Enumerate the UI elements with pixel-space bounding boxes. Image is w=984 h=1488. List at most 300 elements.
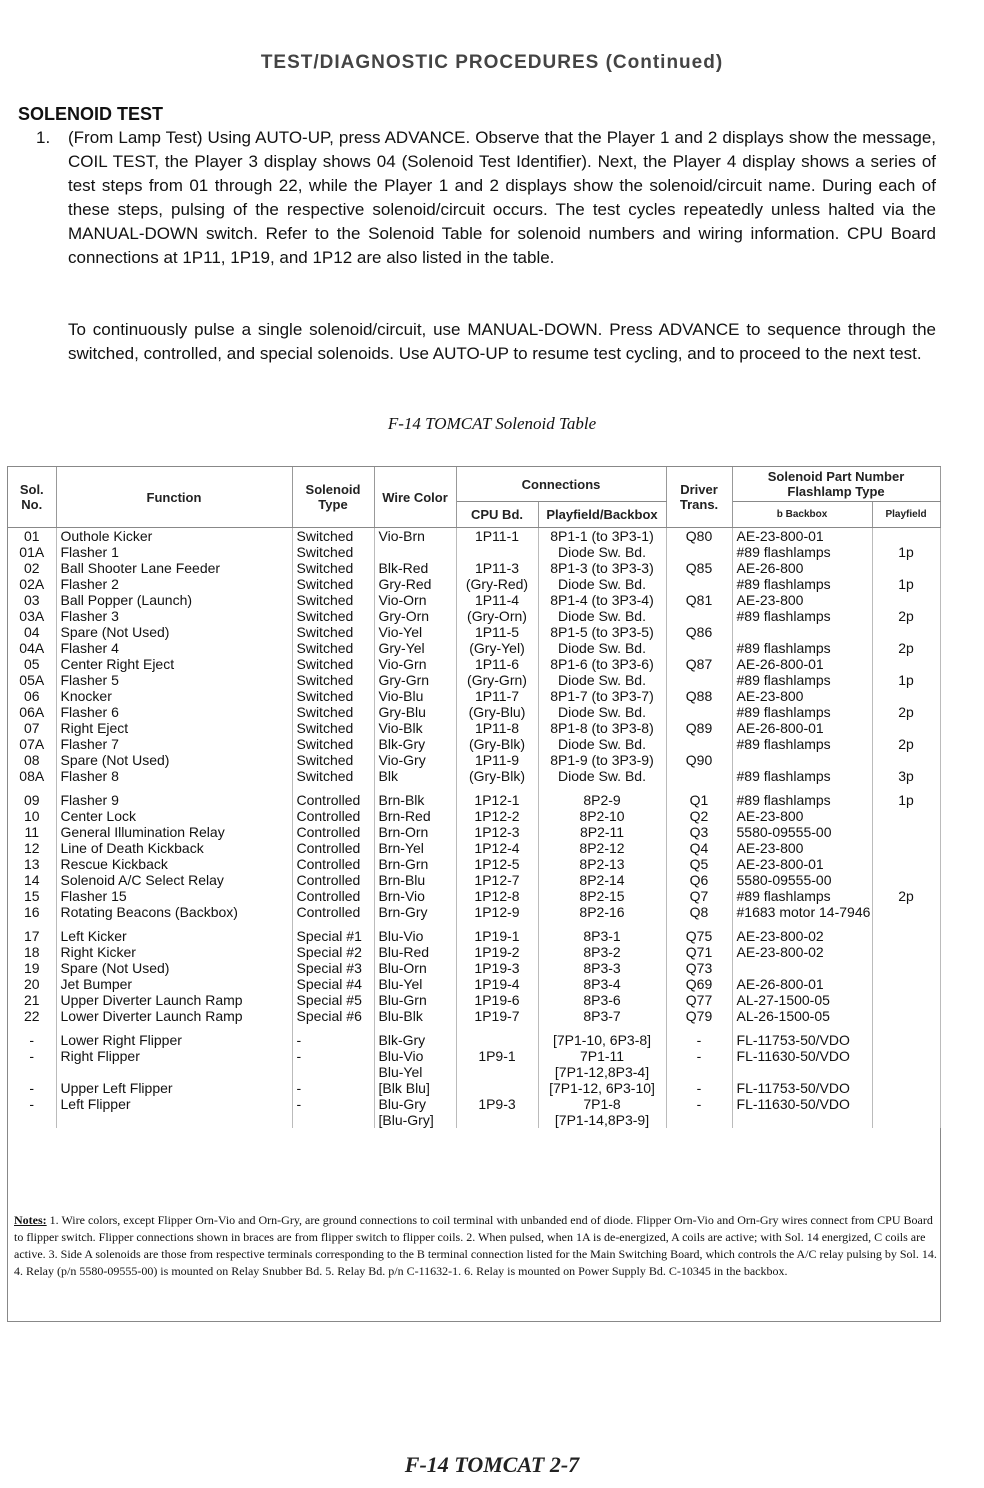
table-cell-wire: [Blu-Gry] bbox=[374, 1112, 456, 1128]
table-cell-cpu: 1P11-1 bbox=[456, 528, 538, 545]
table-cell-no: 07 bbox=[8, 720, 56, 736]
table-cell-wire: Brn-Vio bbox=[374, 888, 456, 904]
table-cell-no: 10 bbox=[8, 808, 56, 824]
table-cell-part bbox=[732, 1064, 872, 1080]
table-cell-fl bbox=[872, 976, 940, 992]
table-cell-drv: - bbox=[666, 1096, 732, 1112]
table-cell-wire: Blu-Orn bbox=[374, 960, 456, 976]
table-cell-cpu: 1P19-3 bbox=[456, 960, 538, 976]
table-cell bbox=[666, 1024, 732, 1032]
table-cell-fn: Center Lock bbox=[56, 808, 292, 824]
table-row bbox=[8, 976, 940, 992]
table-cell-wire bbox=[374, 544, 456, 560]
table-cell-drv: Q80 bbox=[666, 528, 732, 545]
table-cell-pf: 8P2-16 bbox=[538, 904, 666, 920]
table-cell-pf: 8P1-3 (to 3P3-3) bbox=[538, 560, 666, 576]
table-cell bbox=[56, 1024, 292, 1032]
table-row bbox=[8, 872, 940, 888]
table-cell-pf: 8P3-1 bbox=[538, 928, 666, 944]
table-cell-type: Special #3 bbox=[292, 960, 374, 976]
col-header-backbox: b Backbox bbox=[732, 502, 872, 528]
table-cell bbox=[732, 1024, 872, 1032]
table-cell-fn bbox=[56, 1112, 292, 1128]
table-row-spacer bbox=[8, 920, 940, 928]
table-cell-fl bbox=[872, 528, 940, 545]
table-cell-no: - bbox=[8, 1096, 56, 1112]
table-cell-wire: Brn-Blk bbox=[374, 792, 456, 808]
table-cell-type: Switched bbox=[292, 736, 374, 752]
table-row bbox=[8, 768, 940, 784]
table-cell-drv bbox=[666, 704, 732, 720]
page-footer: F-14 TOMCAT 2-7 bbox=[404, 1452, 580, 1477]
table-cell-type: Switched bbox=[292, 592, 374, 608]
table-cell-drv: Q85 bbox=[666, 560, 732, 576]
table-cell-part: AE-23-800 bbox=[732, 688, 872, 704]
table-row bbox=[8, 608, 940, 624]
table-cell-no: 15 bbox=[8, 888, 56, 904]
table-cell-fn: Center Right Eject bbox=[56, 656, 292, 672]
table-cell-no: 16 bbox=[8, 904, 56, 920]
table-row bbox=[8, 904, 940, 920]
table-cell-no: 18 bbox=[8, 944, 56, 960]
table-row bbox=[8, 592, 940, 608]
table-cell-wire: Blu-Yel bbox=[374, 976, 456, 992]
table-row bbox=[8, 928, 940, 944]
table-cell-pf: Diode Sw. Bd. bbox=[538, 736, 666, 752]
table-cell-cpu: 1P11-3 bbox=[456, 560, 538, 576]
table-cell-no bbox=[8, 1112, 56, 1128]
table-cell bbox=[538, 1024, 666, 1032]
table-cell-wire: Vio-Blk bbox=[374, 720, 456, 736]
table-cell-no: 11 bbox=[8, 824, 56, 840]
table-row bbox=[8, 640, 940, 656]
table-cell bbox=[56, 784, 292, 792]
table-cell-fn: General Illumination Relay bbox=[56, 824, 292, 840]
table-cell-pf: 8P3-3 bbox=[538, 960, 666, 976]
table-cell-type: Controlled bbox=[292, 888, 374, 904]
table-row bbox=[8, 656, 940, 672]
table-cell-pf: 8P2-15 bbox=[538, 888, 666, 904]
table-cell-type: Special #6 bbox=[292, 1008, 374, 1024]
table-cell-type: Controlled bbox=[292, 840, 374, 856]
table-cell-part: AL-26-1500-05 bbox=[732, 1008, 872, 1024]
table-row bbox=[8, 792, 940, 808]
table-cell-no: 17 bbox=[8, 928, 56, 944]
table-cell-fl: 1p bbox=[872, 792, 940, 808]
table-cell-pf: [7P1-10, 6P3-8] bbox=[538, 1032, 666, 1048]
table-cell-type: Controlled bbox=[292, 824, 374, 840]
table-cell-type: Switched bbox=[292, 608, 374, 624]
table-cell-fl bbox=[872, 1112, 940, 1128]
table-cell-cpu bbox=[456, 1080, 538, 1096]
table-cell-type: Special #2 bbox=[292, 944, 374, 960]
table-row bbox=[8, 888, 940, 904]
table-row bbox=[8, 720, 940, 736]
table-cell-fl bbox=[872, 656, 940, 672]
table-cell-no: 09 bbox=[8, 792, 56, 808]
table-cell-fn: Flasher 4 bbox=[56, 640, 292, 656]
table-cell-wire: Blu-Gry bbox=[374, 1096, 456, 1112]
table-cell-no: 02A bbox=[8, 576, 56, 592]
table-cell-cpu: 1P19-2 bbox=[456, 944, 538, 960]
table-cell-drv: Q5 bbox=[666, 856, 732, 872]
table-cell-wire: Gry-Yel bbox=[374, 640, 456, 656]
table-row bbox=[8, 808, 940, 824]
table-cell-fl: 2p bbox=[872, 640, 940, 656]
table-cell-fn: Right Kicker bbox=[56, 944, 292, 960]
table-cell bbox=[374, 784, 456, 792]
table-cell-no: - bbox=[8, 1048, 56, 1064]
instruction-paragraph-1 bbox=[36, 126, 936, 270]
table-cell-wire: Brn-Yel bbox=[374, 840, 456, 856]
table-cell-part: #89 flashlamps bbox=[732, 792, 872, 808]
table-cell-part: AE-26-800 bbox=[732, 560, 872, 576]
table-row bbox=[8, 704, 940, 720]
table-cell-wire: Vio-Blu bbox=[374, 688, 456, 704]
col-header-part-flash bbox=[732, 467, 940, 502]
table-cell-wire: Gry-Blu bbox=[374, 704, 456, 720]
table-cell-cpu: 1P12-7 bbox=[456, 872, 538, 888]
table-cell-drv: Q8 bbox=[666, 904, 732, 920]
table-cell-fl bbox=[872, 720, 940, 736]
table-cell-pf: 8P2-9 bbox=[538, 792, 666, 808]
table-cell-fn: Spare (Not Used) bbox=[56, 960, 292, 976]
col-header-type: Solenoid Type bbox=[292, 467, 374, 528]
table-cell-pf: 8P2-10 bbox=[538, 808, 666, 824]
table-cell-wire: Blk-Red bbox=[374, 560, 456, 576]
table-cell-part: #1683 motor 14-7946 bbox=[732, 904, 872, 920]
table-cell-pf: Diode Sw. Bd. bbox=[538, 672, 666, 688]
table-cell-no bbox=[8, 1064, 56, 1080]
table-cell-fn: Outhole Kicker bbox=[56, 528, 292, 545]
table-cell-drv: Q89 bbox=[666, 720, 732, 736]
solenoid-table bbox=[8, 467, 941, 1128]
table-cell-fl bbox=[872, 1064, 940, 1080]
table-cell-pf: 8P1-9 (to 3P3-9) bbox=[538, 752, 666, 768]
table-cell-fn: Rotating Beacons (Backbox) bbox=[56, 904, 292, 920]
table-cell-type: Switched bbox=[292, 688, 374, 704]
table-cell-part: #89 flashlamps bbox=[732, 736, 872, 752]
table-cell-no: - bbox=[8, 1080, 56, 1096]
table-cell-pf: 8P1-5 (to 3P3-5) bbox=[538, 624, 666, 640]
notes-text: 1. Wire colors, except Flipper Orn-Vio and Orn-Gry, are ground connections to coil terminal with unbanded end of diode. Flipper Orn-Vio and Orn-Gry wires connect from CPU Board to flipper switch. Flipper connections shown in braces are from flipper switch to flipper coils. 2. When pulsed, when 1A is de-energized, A coils are active; with Sol. 14 energized, C coils are active. 3. Side A solenoids are those from respective terminals corresponding to the B terminal connection listed for the Main Switching Board, which controls the A/C relay pulsing by Sol. 14. 4. Relay (p/n 5580-09555-00) is mounted on Relay Snubber Bd. 5. Relay Bd. p/n C-11632-1. 6. Relay is mounted on Power Supply Bd. C-10345 in the backbox. bbox=[14, 1213, 937, 1278]
table-cell-wire: Blu-Grn bbox=[374, 992, 456, 1008]
table-cell-type: Switched bbox=[292, 560, 374, 576]
table-cell-type: Switched bbox=[292, 720, 374, 736]
table-cell-type: Special #5 bbox=[292, 992, 374, 1008]
table-cell-fn: Flasher 7 bbox=[56, 736, 292, 752]
table-row bbox=[8, 1032, 940, 1048]
notes-label: Notes: bbox=[14, 1213, 47, 1227]
table-cell-wire: Brn-Blu bbox=[374, 872, 456, 888]
table-cell bbox=[538, 784, 666, 792]
table-cell-no: 06 bbox=[8, 688, 56, 704]
table-cell-pf: Diode Sw. Bd. bbox=[538, 704, 666, 720]
table-cell-pf: Diode Sw. Bd. bbox=[538, 768, 666, 784]
table-row bbox=[8, 856, 940, 872]
table-cell-drv: Q1 bbox=[666, 792, 732, 808]
table-cell-fl bbox=[872, 944, 940, 960]
table-cell-pf: Diode Sw. Bd. bbox=[538, 576, 666, 592]
table-cell-cpu: 1P11-9 bbox=[456, 752, 538, 768]
col-header-cpu: CPU Bd. bbox=[456, 502, 538, 528]
table-cell-fl bbox=[872, 688, 940, 704]
table-cell-drv: Q4 bbox=[666, 840, 732, 856]
table-cell-pf: 8P2-14 bbox=[538, 872, 666, 888]
table-cell bbox=[538, 920, 666, 928]
table-cell-drv: Q6 bbox=[666, 872, 732, 888]
table-cell-no: 06A bbox=[8, 704, 56, 720]
table-row bbox=[8, 528, 940, 545]
table-cell-fl bbox=[872, 840, 940, 856]
table-cell-drv: Q77 bbox=[666, 992, 732, 1008]
table-cell-cpu: 1P12-2 bbox=[456, 808, 538, 824]
table-row bbox=[8, 944, 940, 960]
table-cell-part: AE-23-800 bbox=[732, 592, 872, 608]
table-cell-drv: Q7 bbox=[666, 888, 732, 904]
table-cell-fn: Upper Diverter Launch Ramp bbox=[56, 992, 292, 1008]
table-cell-pf: [7P1-14,8P3-9] bbox=[538, 1112, 666, 1128]
table-cell-fn: Lower Diverter Launch Ramp bbox=[56, 1008, 292, 1024]
table-cell bbox=[456, 784, 538, 792]
table-cell-fl bbox=[872, 992, 940, 1008]
table-cell-fn: Flasher 6 bbox=[56, 704, 292, 720]
table-cell-cpu: 1P19-6 bbox=[456, 992, 538, 1008]
table-row bbox=[8, 736, 940, 752]
table-cell-pf: 8P1-1 (to 3P3-1) bbox=[538, 528, 666, 545]
table-cell-pf: 8P3-7 bbox=[538, 1008, 666, 1024]
table-cell-cpu: 1P9-3 bbox=[456, 1096, 538, 1112]
table-cell-wire: Vio-Orn bbox=[374, 592, 456, 608]
table-cell-wire: Gry-Orn bbox=[374, 608, 456, 624]
table-cell-cpu: 1P12-1 bbox=[456, 792, 538, 808]
table-cell-type: Controlled bbox=[292, 872, 374, 888]
table-cell-fn: Flasher 15 bbox=[56, 888, 292, 904]
table-cell-drv bbox=[666, 1112, 732, 1128]
table-cell-fn: Flasher 1 bbox=[56, 544, 292, 560]
table-cell-no: 05 bbox=[8, 656, 56, 672]
table-cell-no: - bbox=[8, 1032, 56, 1048]
table-cell-wire: Brn-Grn bbox=[374, 856, 456, 872]
table-cell-pf: 8P1-7 (to 3P3-7) bbox=[538, 688, 666, 704]
table-cell-fn: Spare (Not Used) bbox=[56, 752, 292, 768]
table-cell bbox=[8, 920, 56, 928]
table-cell-fn: Rescue Kickback bbox=[56, 856, 292, 872]
table-cell-cpu: (Gry-Blk) bbox=[456, 736, 538, 752]
table-row bbox=[8, 840, 940, 856]
table-cell-wire: [Blk Blu] bbox=[374, 1080, 456, 1096]
table-cell-part: AE-23-800-02 bbox=[732, 928, 872, 944]
table-row bbox=[8, 752, 940, 768]
table-cell-fn: Solenoid A/C Select Relay bbox=[56, 872, 292, 888]
table-cell-wire: Brn-Orn bbox=[374, 824, 456, 840]
table-cell-cpu: 1P11-5 bbox=[456, 624, 538, 640]
table-cell-part: #89 flashlamps bbox=[732, 544, 872, 560]
table-cell-cpu bbox=[456, 544, 538, 560]
table-cell-cpu: 1P11-4 bbox=[456, 592, 538, 608]
table-cell-fl: 2p bbox=[872, 888, 940, 904]
table-cell-pf: [7P1-12, 6P3-10] bbox=[538, 1080, 666, 1096]
table-cell-part bbox=[732, 1112, 872, 1128]
table-cell-part: #89 flashlamps bbox=[732, 672, 872, 688]
table-cell bbox=[872, 784, 940, 792]
table-cell-type: Switched bbox=[292, 528, 374, 545]
table-notes bbox=[14, 1212, 942, 1280]
table-cell-type: Switched bbox=[292, 656, 374, 672]
table-cell-wire: Gry-Grn bbox=[374, 672, 456, 688]
table-cell-no: 08 bbox=[8, 752, 56, 768]
table-cell-no: 20 bbox=[8, 976, 56, 992]
table-cell-fl bbox=[872, 1048, 940, 1064]
table-cell-pf: 8P3-4 bbox=[538, 976, 666, 992]
table-cell-fl bbox=[872, 1096, 940, 1112]
table-cell-type bbox=[292, 1064, 374, 1080]
table-cell-fl: 1p bbox=[872, 544, 940, 560]
table-cell bbox=[732, 784, 872, 792]
table-cell-part: AE-26-800-01 bbox=[732, 656, 872, 672]
table-cell-pf: 7P1-11 bbox=[538, 1048, 666, 1064]
table-cell-fl bbox=[872, 928, 940, 944]
table-cell-part: FL-11753-50/VDO bbox=[732, 1032, 872, 1048]
table-cell-drv: Q2 bbox=[666, 808, 732, 824]
table-cell-cpu: (Gry-Yel) bbox=[456, 640, 538, 656]
table-cell-fn: Flasher 8 bbox=[56, 768, 292, 784]
table-cell-type: Switched bbox=[292, 672, 374, 688]
table-cell bbox=[8, 784, 56, 792]
col-header-wire: Wire Color bbox=[374, 467, 456, 528]
table-cell-wire: Blu-Yel bbox=[374, 1064, 456, 1080]
solenoid-table-body bbox=[8, 528, 940, 1129]
table-cell-fn: Flasher 9 bbox=[56, 792, 292, 808]
table-cell bbox=[872, 920, 940, 928]
table-cell-part: #89 flashlamps bbox=[732, 888, 872, 904]
table-cell-drv: Q71 bbox=[666, 944, 732, 960]
table-cell-wire: Brn-Gry bbox=[374, 904, 456, 920]
table-cell-fl: 2p bbox=[872, 704, 940, 720]
table-cell-fl bbox=[872, 1080, 940, 1096]
table-cell-drv: - bbox=[666, 1032, 732, 1048]
table-cell-no: 22 bbox=[8, 1008, 56, 1024]
table-cell-drv bbox=[666, 1064, 732, 1080]
table-row bbox=[8, 672, 940, 688]
table-cell-fn: Ball Popper (Launch) bbox=[56, 592, 292, 608]
table-cell-pf: 8P2-11 bbox=[538, 824, 666, 840]
table-cell-type: Switched bbox=[292, 544, 374, 560]
table-row bbox=[8, 960, 940, 976]
solenoid-table-frame bbox=[7, 466, 941, 1322]
table-cell-cpu: 1P11-7 bbox=[456, 688, 538, 704]
table-cell-cpu: 1P11-8 bbox=[456, 720, 538, 736]
table-row bbox=[8, 544, 940, 560]
table-cell-fl bbox=[872, 560, 940, 576]
table-cell-drv: - bbox=[666, 1080, 732, 1096]
table-cell-pf: 8P1-8 (to 3P3-8) bbox=[538, 720, 666, 736]
table-cell-cpu: 1P12-8 bbox=[456, 888, 538, 904]
table-cell-drv: Q69 bbox=[666, 976, 732, 992]
table-cell-cpu: 1P12-9 bbox=[456, 904, 538, 920]
table-cell-part: 5580-09555-00 bbox=[732, 872, 872, 888]
col-header-playfield: Playfield bbox=[872, 502, 940, 528]
table-cell-type: Switched bbox=[292, 752, 374, 768]
table-cell-fl: 2p bbox=[872, 608, 940, 624]
table-cell-drv bbox=[666, 544, 732, 560]
table-cell-pf: [7P1-12,8P3-4] bbox=[538, 1064, 666, 1080]
table-cell-part: #89 flashlamps bbox=[732, 704, 872, 720]
table-cell-pf: 8P2-13 bbox=[538, 856, 666, 872]
table-cell-fl bbox=[872, 1008, 940, 1024]
table-cell-part: AL-27-1500-05 bbox=[732, 992, 872, 1008]
col-header-playfield-backbox: Playfield/Backbox bbox=[538, 502, 666, 528]
table-cell-no: 03A bbox=[8, 608, 56, 624]
table-cell-fl bbox=[872, 960, 940, 976]
table-cell-part: AE-26-800-01 bbox=[732, 976, 872, 992]
table-cell-fl: 1p bbox=[872, 672, 940, 688]
table-cell bbox=[374, 1024, 456, 1032]
col-header-connections: Connections bbox=[456, 467, 666, 502]
col-header-part: Solenoid Part Number bbox=[767, 469, 905, 484]
table-cell-fn: Ball Shooter Lane Feeder bbox=[56, 560, 292, 576]
table-cell bbox=[292, 920, 374, 928]
table-cell-cpu bbox=[456, 1032, 538, 1048]
table-cell-no: 12 bbox=[8, 840, 56, 856]
table-cell-cpu: (Gry-Orn) bbox=[456, 608, 538, 624]
table-cell-fl bbox=[872, 824, 940, 840]
table-cell-fn: Left Flipper bbox=[56, 1096, 292, 1112]
table-cell-wire: Blk bbox=[374, 768, 456, 784]
table-cell-drv bbox=[666, 640, 732, 656]
table-cell-fl: 2p bbox=[872, 736, 940, 752]
table-cell-fn: Upper Left Flipper bbox=[56, 1080, 292, 1096]
col-header-function: Function bbox=[56, 467, 292, 528]
table-cell-type bbox=[292, 1112, 374, 1128]
table-cell bbox=[456, 920, 538, 928]
table-cell-fl bbox=[872, 872, 940, 888]
table-cell-type: Switched bbox=[292, 576, 374, 592]
table-cell-drv: Q3 bbox=[666, 824, 732, 840]
table-row bbox=[8, 576, 940, 592]
table-cell-drv bbox=[666, 736, 732, 752]
table-row bbox=[8, 1080, 940, 1096]
table-cell-no: 07A bbox=[8, 736, 56, 752]
table-cell-wire: Blu-Vio bbox=[374, 1048, 456, 1064]
table-cell-type: Special #1 bbox=[292, 928, 374, 944]
table-cell-part bbox=[732, 752, 872, 768]
table-cell-fn bbox=[56, 1064, 292, 1080]
table-cell-pf: 8P2-12 bbox=[538, 840, 666, 856]
table-row bbox=[8, 1064, 940, 1080]
table-cell-wire: Vio-Gry bbox=[374, 752, 456, 768]
table-cell bbox=[56, 920, 292, 928]
table-cell-pf: 8P3-6 bbox=[538, 992, 666, 1008]
table-cell-part: AE-23-800 bbox=[732, 840, 872, 856]
table-cell-part: 5580-09555-00 bbox=[732, 824, 872, 840]
table-cell bbox=[732, 920, 872, 928]
table-cell-drv: Q75 bbox=[666, 928, 732, 944]
table-row-spacer bbox=[8, 784, 940, 792]
col-header-sol-no: Sol. No. bbox=[8, 467, 56, 528]
table-cell-fn: Line of Death Kickback bbox=[56, 840, 292, 856]
table-cell-cpu bbox=[456, 1112, 538, 1128]
table-cell-wire: Blu-Blk bbox=[374, 1008, 456, 1024]
table-cell-drv: Q90 bbox=[666, 752, 732, 768]
table-cell-type: Special #4 bbox=[292, 976, 374, 992]
table-cell-pf: Diode Sw. Bd. bbox=[538, 608, 666, 624]
table-cell-type: Controlled bbox=[292, 856, 374, 872]
table-row-spacer bbox=[8, 1024, 940, 1032]
table-cell-no: 14 bbox=[8, 872, 56, 888]
table-cell-fl bbox=[872, 904, 940, 920]
table-cell-cpu: 1P19-7 bbox=[456, 1008, 538, 1024]
